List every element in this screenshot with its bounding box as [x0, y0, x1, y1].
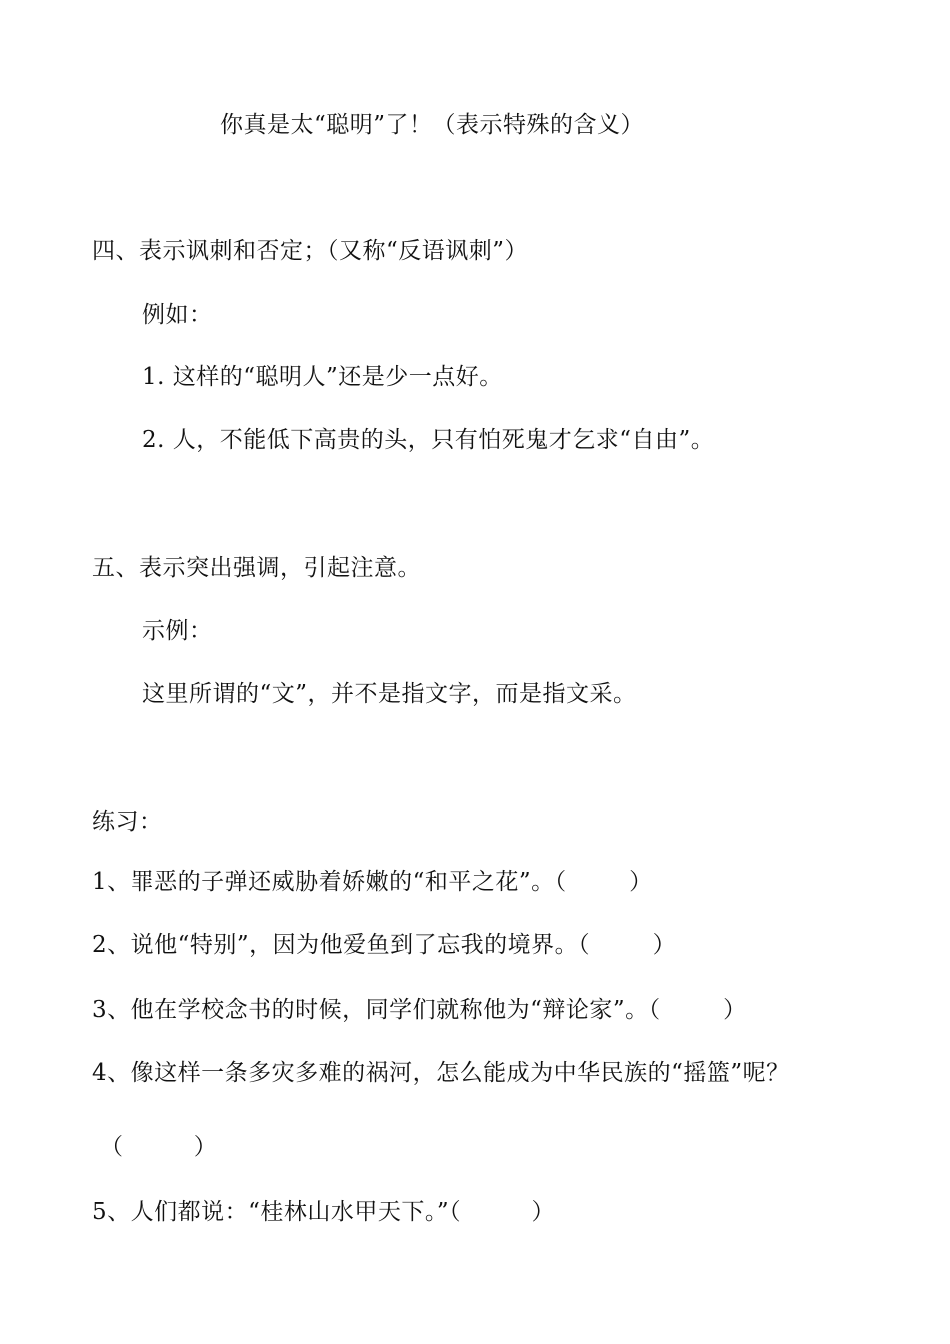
practice-item-5: 5、人们都说：“桂林山水甲天下。”（ ） [92, 1199, 555, 1225]
section-4-example-label: 例如： [142, 302, 213, 328]
section-5-example-label: 示例： [142, 618, 213, 644]
section-4-heading: 四、表示讽刺和否定；（又称“反语讽刺”） [92, 238, 529, 264]
practice-item-3: 3、他在学校念书的时候，同学们就称他为“辩论家”。（ ） [92, 997, 747, 1023]
practice-item-4-answer: （ ） [100, 1134, 218, 1160]
practice-item-2: 2、说他“特别”，因为他爱鱼到了忘我的境界。（ ） [92, 932, 677, 958]
section-5-example: 这里所谓的“文”，并不是指文字，而是指文采。 [142, 681, 637, 707]
example-sentence: 你真是太“聪明”了！（表示特殊的含义） [220, 112, 645, 138]
section-4-example-2: 2. 人，不能低下高贵的头，只有怕死鬼才乞求“自由”。 [142, 427, 715, 453]
practice-heading: 练习： [92, 809, 163, 835]
section-4-example-1: 1. 这样的“聪明人”还是少一点好。 [142, 364, 503, 390]
practice-item-1: 1、罪恶的子弹还威胁着娇嫩的“和平之花”。（ ） [92, 869, 653, 895]
section-5-heading: 五、表示突出强调，引起注意。 [92, 555, 421, 581]
practice-item-4: 4、像这样一条多灾多难的祸河，怎么能成为中华民族的“摇篮”呢？ [92, 1060, 790, 1086]
